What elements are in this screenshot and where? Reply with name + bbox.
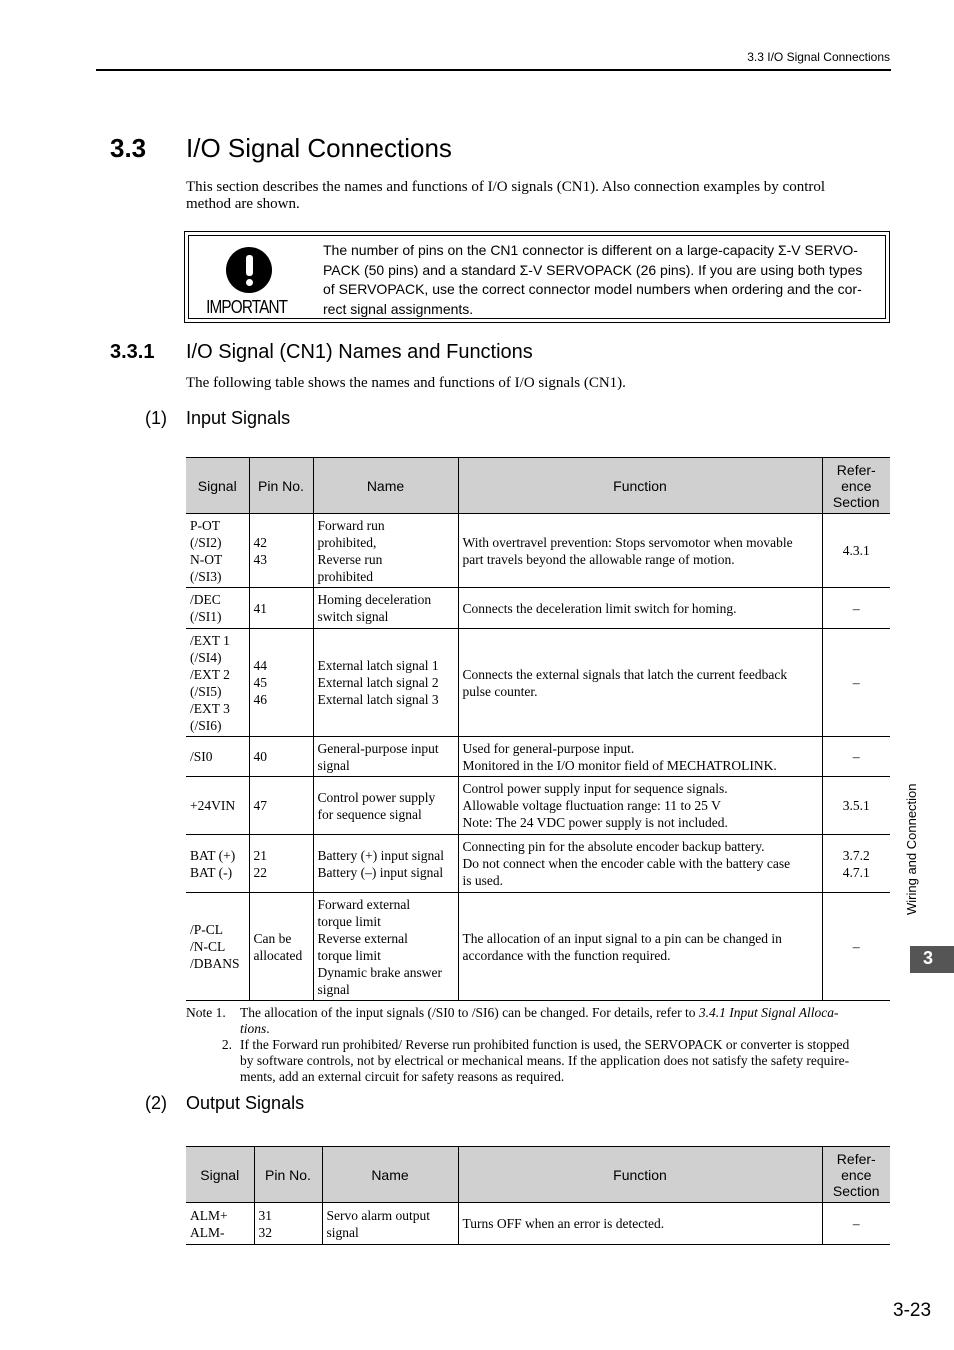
header-text: Pin No. <box>258 477 304 494</box>
cell-text: ALM+ <box>190 1207 228 1223</box>
function-cell <box>458 588 822 629</box>
name-cell <box>313 629 458 737</box>
page-number: 3-23 <box>893 1300 932 1321</box>
cell-text: 4.3.1 <box>842 543 870 558</box>
reference-cell <box>822 588 890 629</box>
note-label: Note 1. <box>186 1005 226 1020</box>
cell-text: BAT (+) <box>190 847 236 863</box>
pin-cell <box>249 514 313 588</box>
para-number: (2) <box>145 1093 167 1113</box>
table-row <box>186 1203 890 1245</box>
cell-text: 4.7.1 <box>842 864 870 880</box>
cell-text: Connects the external signals that latch the current feedback <box>462 666 788 682</box>
cell-text: – <box>852 749 860 764</box>
cell-text: /EXT 1 <box>190 632 230 648</box>
header-text: Refer- <box>836 461 876 478</box>
cell-text: switch signal <box>317 609 389 624</box>
table-row <box>186 777 890 835</box>
cell-text: Can be <box>253 930 292 946</box>
table-row <box>186 588 890 629</box>
note-line: by software controls, not by electrical or mechanical means. If the application does not satisfy the safety require- <box>240 1053 850 1068</box>
pin-cell <box>249 629 313 737</box>
name-cell <box>313 514 458 588</box>
reference-cell <box>822 1203 890 1245</box>
signal-cell <box>186 777 249 835</box>
important-label: IMPORTANT <box>206 297 288 317</box>
cell-text: prohibited, <box>317 534 377 550</box>
pin-cell <box>249 737 313 777</box>
note-line: If the Forward run prohibited/ Reverse run prohibited function is used, the SERVOPACK or converter is stopped <box>240 1037 850 1052</box>
reference-cell <box>822 835 890 893</box>
signal-cell <box>186 588 249 629</box>
cell-text: 46 <box>253 692 267 707</box>
cell-text: Used for general-purpose input. <box>462 740 635 756</box>
cell-text: Homing deceleration <box>317 592 432 607</box>
cell-text: BAT (-) <box>190 864 233 880</box>
chapter-number: 3 <box>923 948 934 968</box>
cell-text: +24VIN <box>190 798 236 813</box>
name-cell <box>313 588 458 629</box>
intro-line: This section describes the names and functions of I/O signals (CN1). Also connection examples by control <box>186 179 826 195</box>
note-text: The allocation of the input signals (/SI0 to /SI6) can be changed. For details, refer to <box>240 1005 699 1020</box>
header-reference <box>822 458 890 514</box>
cell-text: 47 <box>253 798 267 813</box>
cell-text: Control power supply <box>317 789 436 805</box>
table-row <box>186 835 890 893</box>
table-row <box>186 737 890 777</box>
pin-cell <box>249 777 313 835</box>
name-cell <box>322 1203 458 1245</box>
cell-text: 42 <box>253 534 267 550</box>
cell-text: General-purpose input <box>317 740 439 756</box>
intro-line: method are shown. <box>186 196 300 212</box>
cell-text: 44 <box>253 658 267 673</box>
header-text: ence <box>841 477 872 494</box>
important-line: The number of pins on the CN1 connector is different on a large-capacity Σ-V SERVO- <box>323 242 858 258</box>
para-number: (1) <box>145 408 167 428</box>
cell-text: The allocation of an input signal to a pin can be changed in <box>462 930 782 946</box>
cell-text: 22 <box>253 864 267 880</box>
cell-text: pulse counter. <box>462 683 538 699</box>
header-text: Refer- <box>836 1150 876 1167</box>
cell-text: 3.7.2 <box>842 847 870 863</box>
cell-text: /EXT 3 <box>190 700 230 716</box>
table-header-row <box>186 458 890 514</box>
cell-text: Battery (–) input signal <box>317 864 444 880</box>
note-label: 2. <box>221 1037 232 1052</box>
section-number: 3.3 <box>110 133 147 163</box>
header-text: Signal <box>197 477 237 494</box>
cell-text: External latch signal 1 <box>317 658 439 673</box>
subsection-number: 3.3.1 <box>110 341 155 363</box>
para-title: Output Signals <box>186 1093 305 1113</box>
header-text: Name <box>371 1166 409 1183</box>
cell-text: P-OT <box>190 517 220 533</box>
pin-cell <box>249 588 313 629</box>
cell-text: signal <box>326 1224 359 1240</box>
table-row <box>186 514 890 588</box>
cell-text: (/SI5) <box>190 683 222 699</box>
subsection-intro: The following table shows the names and functions of I/O signals (CN1). <box>186 375 626 391</box>
name-cell <box>313 737 458 777</box>
header-signal <box>186 1147 254 1203</box>
function-cell <box>458 835 822 893</box>
important-line: of SERVOPACK, use the correct connector model numbers when ordering and the cor- <box>323 281 862 297</box>
function-cell <box>458 629 822 737</box>
section-intro <box>186 179 886 213</box>
cell-text: Control power supply input for sequence signals. <box>462 781 728 796</box>
table-row <box>186 629 890 737</box>
function-cell <box>458 1203 822 1245</box>
function-cell <box>458 737 822 777</box>
header-rule <box>96 69 891 71</box>
chapter-tab <box>910 946 954 973</box>
cell-text: Turns OFF when an error is detected. <box>462 1216 665 1231</box>
reference-cell <box>822 629 890 737</box>
cell-text: 43 <box>253 551 267 567</box>
cell-text: /N-CL <box>190 939 226 954</box>
name-cell <box>313 835 458 893</box>
name-cell <box>313 893 458 1001</box>
cell-text: allocated <box>253 947 303 963</box>
important-line: rect signal assignments. <box>323 300 474 317</box>
cell-text: Connecting pin for the absolute encoder backup battery. <box>462 839 765 854</box>
cell-text: Forward run <box>317 517 385 533</box>
signal-cell <box>186 737 249 777</box>
para-title: Input Signals <box>186 408 291 428</box>
cell-text: signal <box>317 757 350 773</box>
cell-text: (/SI4) <box>190 649 222 665</box>
cell-text: Note: The 24 VDC power supply is not included. <box>462 815 728 830</box>
cell-text: Do not connect when the encoder cable with the battery case <box>462 856 791 871</box>
cell-text: /P-CL <box>190 922 224 937</box>
input-signals-heading <box>145 408 290 429</box>
cell-text: accordance with the function required. <box>462 947 671 963</box>
table-header-row <box>186 1147 890 1203</box>
cell-text: Dynamic brake answer <box>317 964 442 980</box>
cell-text: (/SI6) <box>190 717 222 733</box>
header-text: Pin No. <box>265 1166 311 1183</box>
header-function <box>458 458 822 514</box>
cell-text: (/SI3) <box>190 568 222 584</box>
input-signals-table <box>186 457 890 1001</box>
cell-text: Connects the deceleration limit switch for homing. <box>462 600 737 616</box>
reference-cell <box>822 514 890 588</box>
cell-text: ALM- <box>190 1224 225 1240</box>
subsection-title: I/O Signal (CN1) Names and Functions <box>186 341 533 363</box>
cell-text: is used. <box>462 873 503 888</box>
note-line: ments, add an external circuit for safety reasons as required. <box>240 1069 565 1084</box>
cell-text: With overtravel prevention: Stops servomotor when movable <box>462 534 793 550</box>
function-cell <box>458 514 822 588</box>
cell-text: – <box>852 1216 860 1231</box>
header-text: Section <box>832 493 880 510</box>
header-name <box>322 1147 458 1203</box>
pin-cell <box>254 1203 322 1245</box>
signal-cell <box>186 1203 254 1245</box>
output-signals-table <box>186 1146 890 1245</box>
signal-cell <box>186 629 249 737</box>
cell-text: 45 <box>253 675 267 690</box>
header-pin <box>254 1147 322 1203</box>
pin-cell <box>249 893 313 1001</box>
note-reference: tions <box>240 1021 267 1036</box>
cell-text: External latch signal 2 <box>317 675 439 690</box>
chapter-side-label: Wiring and Connection <box>904 783 919 915</box>
cell-text: – <box>852 600 860 616</box>
cell-text: Reverse external <box>317 930 408 946</box>
cell-text: – <box>852 939 860 954</box>
header-text: Function <box>613 477 667 494</box>
header-signal <box>186 458 249 514</box>
note-2 <box>186 1037 892 1085</box>
cell-text: N-OT <box>190 551 223 567</box>
cell-text: Reverse run <box>317 551 383 567</box>
reference-cell <box>822 893 890 1001</box>
header-function <box>458 1147 822 1203</box>
important-notice <box>184 231 890 323</box>
cell-text: – <box>852 675 860 690</box>
table-row <box>186 893 890 1001</box>
cell-text: (/SI1) <box>190 609 222 624</box>
cell-text: Battery (+) input signal <box>317 847 444 863</box>
cell-text: (/SI2) <box>190 534 222 550</box>
cell-text: torque limit <box>317 913 381 929</box>
header-text: Function <box>613 1166 667 1183</box>
cell-text: /SI0 <box>190 749 213 764</box>
function-cell <box>458 777 822 835</box>
important-text <box>323 241 881 319</box>
reference-cell <box>822 777 890 835</box>
cell-text: for sequence signal <box>317 806 422 822</box>
cell-text: Monitored in the I/O monitor field of MECHATROLINK. <box>462 757 777 773</box>
section-title: I/O Signal Connections <box>186 133 452 163</box>
cell-text: /EXT 2 <box>190 666 230 682</box>
signal-cell <box>186 893 249 1001</box>
note-reference: 3.4.1 Input Signal Alloca- <box>698 1005 839 1020</box>
signal-cell <box>186 835 249 893</box>
header-text: Section <box>832 1182 880 1199</box>
cell-text: Servo alarm output <box>326 1207 430 1223</box>
input-notes <box>186 1005 892 1085</box>
output-signals-heading <box>145 1093 304 1114</box>
header-text: ence <box>841 1166 872 1183</box>
cell-text: torque limit <box>317 947 381 963</box>
cell-text: part travels beyond the allowable range of motion. <box>462 551 735 567</box>
cell-text: 31 <box>258 1207 272 1223</box>
cell-text: 41 <box>253 600 267 616</box>
cell-text: /DBANS <box>190 956 240 971</box>
cell-text: prohibited <box>317 568 373 584</box>
important-line: PACK (50 pins) and a standard Σ-V SERVOPACK (26 pins). If you are using both types <box>323 261 863 278</box>
header-name <box>313 458 458 514</box>
header-text: Name <box>366 477 405 494</box>
cell-text: 32 <box>258 1224 272 1240</box>
pin-cell <box>249 835 313 893</box>
cell-text: 3.5.1 <box>842 798 870 813</box>
cell-text: Forward external <box>317 896 411 912</box>
cell-text: signal <box>317 981 350 997</box>
note-1 <box>186 1005 892 1037</box>
name-cell <box>313 777 458 835</box>
header-reference <box>822 1147 890 1203</box>
cell-text: External latch signal 3 <box>317 692 439 707</box>
header-pin <box>249 458 313 514</box>
cell-text: 21 <box>253 847 267 863</box>
note-text: . <box>266 1021 270 1036</box>
running-head: 3.3 I/O Signal Connections <box>747 50 890 64</box>
signal-cell <box>186 514 249 588</box>
function-cell <box>458 893 822 1001</box>
header-text: Signal <box>200 1166 240 1183</box>
reference-cell <box>822 737 890 777</box>
cell-text: /DEC <box>190 592 221 607</box>
exclamation-icon <box>226 247 272 293</box>
cell-text: Allowable voltage fluctuation range: 11 to 25 V <box>462 798 721 813</box>
cell-text: 40 <box>253 749 267 764</box>
